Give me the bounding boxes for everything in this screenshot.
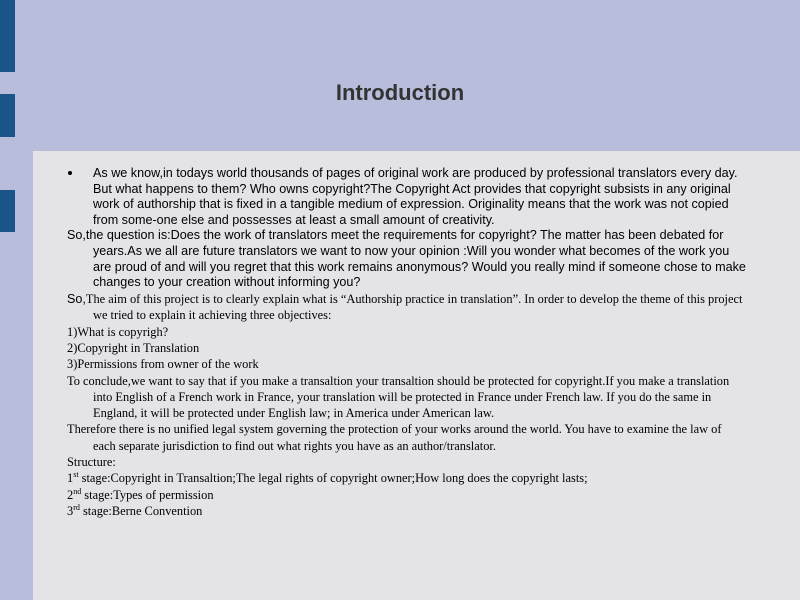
bullet-dot-icon <box>68 171 72 175</box>
slide-body <box>67 166 747 519</box>
stage-item <box>67 470 747 486</box>
therefore-paragraph: Therefore there is no unified legal system governing the protection of your works around the world. You have to examine the law of each separate jurisdiction to find out what rights you have as an author/translator. <box>67 422 722 453</box>
objective-item: 1)What is copyrigh? <box>67 324 169 339</box>
bullet-paragraph <box>67 166 747 228</box>
stage-ordinal: nd <box>73 486 82 496</box>
objective-item: 2)Copyright in Translation <box>67 340 200 355</box>
edge-bar-1 <box>0 0 15 72</box>
stage-ordinal: st <box>73 470 79 480</box>
aim-paragraph <box>67 291 747 324</box>
slide-title: Introduction <box>335 80 465 105</box>
stage-text: stage:Copyright in Transaltion;The legal rights of copyright owner;How long does the copyright lasts; <box>78 471 588 486</box>
stage-text: stage:Berne Convention <box>79 503 203 518</box>
stage-number: 1 <box>67 471 74 486</box>
edge-bar-3 <box>0 190 15 232</box>
stage-item <box>67 503 747 519</box>
stage-number: 2 <box>67 487 74 502</box>
aim-text: The aim of this project is to clearly explain what is “Authorship practice in translation”. In order to develop the theme of this project we tried to explain it achieving three objectives: <box>85 291 743 323</box>
stage-item <box>67 487 747 503</box>
bullet-text: As we know,in todays world thousands of pages of original work are produced by professional translators every day. But what happens to them? Who owns copyright?The Copyright Act provides that copyright subsists in any original work of authorship that is fixed in a tangible medium of expression. Originality means that the work was not copied from some-one else and possesses at least a small amount of creativity. <box>93 166 738 227</box>
objective-item: 3)Permissions from owner of the work <box>67 357 259 372</box>
stage-text: stage:Types of permission <box>81 487 214 502</box>
aim-prefix: So, <box>67 291 86 306</box>
question-paragraph: So,the question is:Does the work of translators meet the requirements for copyright? The matter has been debated for years.As we all are future translators we want to now your opinion :Will you wonder what becomes of the work you are proud of and will you regret that this work remains anonymous? Would you really mind if someone chose to make changes to your creation without informing you? <box>67 228 746 290</box>
conclusion-paragraph: To conclude,we want to say that if you make a transaltion your transaltion should be protected for copyright.If you make a translation into English of a French work in France, your translation will be protected in France under French law. If you do the same in England, it will be protected under English law; in America under American law. <box>67 373 730 421</box>
stage-number: 3 <box>67 503 74 518</box>
stage-ordinal: rd <box>73 502 80 512</box>
structure-label: Structure: <box>67 455 116 470</box>
